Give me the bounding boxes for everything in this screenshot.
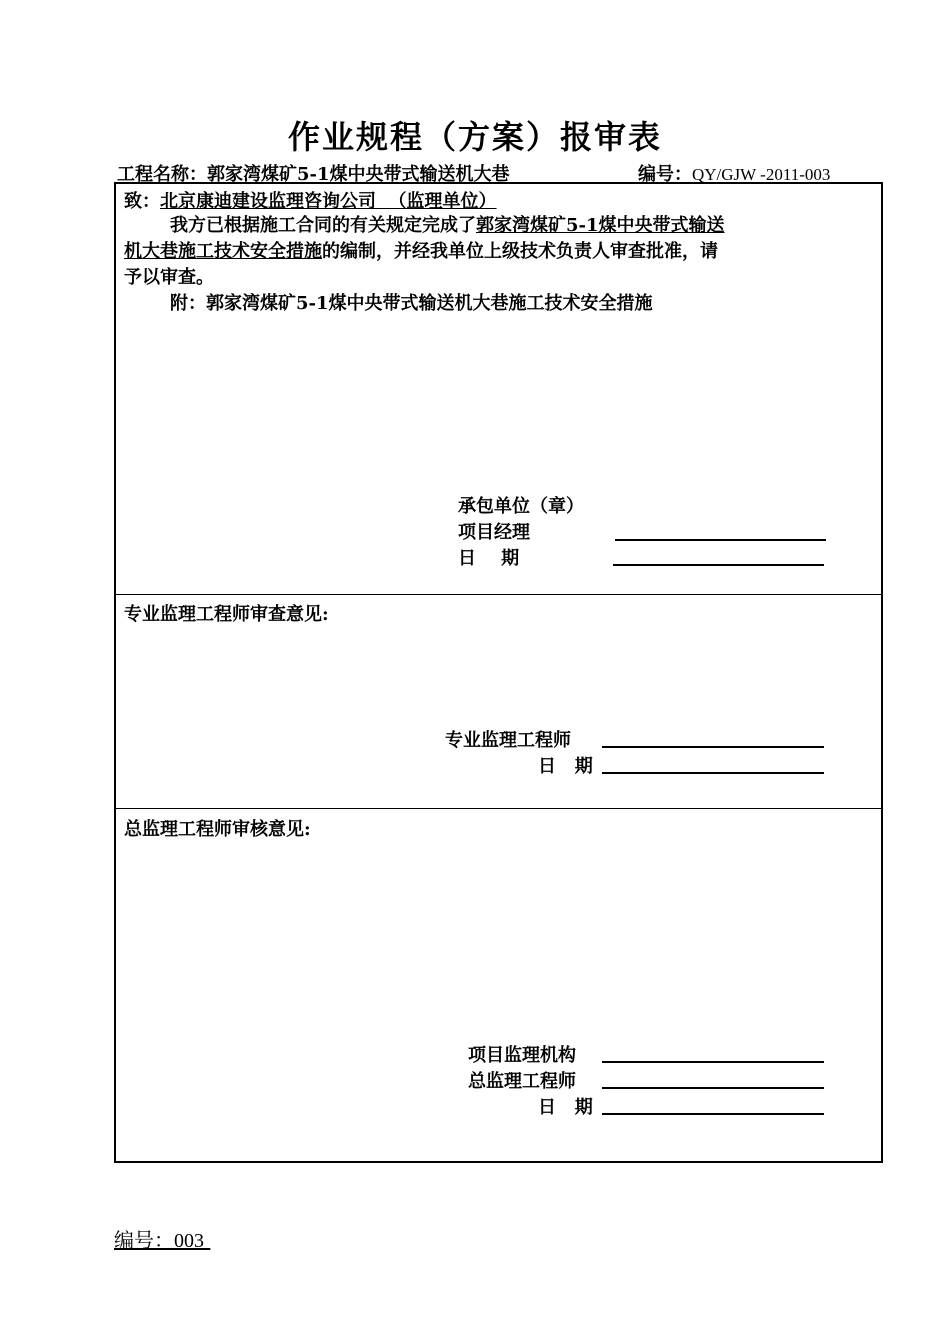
body-line-1 xyxy=(170,211,725,237)
body-line-3: 予以审查。 xyxy=(124,267,214,288)
chief-review-heading: 总监理工程师审核意见: xyxy=(124,819,311,840)
serial-label: 编号： xyxy=(638,164,692,185)
section1-date-label: 日 期 xyxy=(458,548,520,569)
project-manager-signature-line[interactable] xyxy=(615,539,826,541)
chief-engineer-signature-line[interactable] xyxy=(602,1087,824,1089)
section2-date-label: 日 期 xyxy=(538,756,593,777)
section-divider-2 xyxy=(114,808,883,809)
section-divider-1 xyxy=(114,594,883,595)
document-title: 作业规程（方案）报审表 xyxy=(287,118,662,156)
to-label: 致： xyxy=(124,191,160,212)
chief-engineer-label: 总监理工程师 xyxy=(468,1071,576,1092)
section1-date-line[interactable] xyxy=(613,564,824,566)
project-name: 郭家湾煤矿5-1煤中央带式输送机大巷 xyxy=(207,164,510,185)
supervision-org-label: 项目监理机构 xyxy=(468,1045,576,1066)
contractor-label: 承包单位（章） xyxy=(458,496,584,517)
section2-date-line[interactable] xyxy=(602,772,824,774)
project-label: 工程名称： xyxy=(117,164,207,185)
recipient-line xyxy=(124,187,497,213)
supervision-org-signature-line[interactable] xyxy=(602,1061,824,1063)
footer-value: 003 xyxy=(174,1230,204,1252)
body-suffix: 的编制，并经我单位上级技术负责人审查批准，请 xyxy=(322,241,718,262)
body-underlined-2: 机大巷施工技术安全措施 xyxy=(124,241,322,262)
footer-number xyxy=(114,1224,210,1253)
engineer-review-heading: 专业监理工程师审查意见: xyxy=(124,604,329,625)
supervision-company: 北京康迪建设监理咨询公司 （监理单位） xyxy=(160,191,497,212)
footer-label: 编号： xyxy=(114,1228,174,1252)
project-manager-label: 项目经理 xyxy=(458,522,530,543)
body-prefix: 我方已根据施工合同的有关规定完成了 xyxy=(170,215,476,236)
form-table xyxy=(114,182,883,1163)
body-line-2 xyxy=(124,237,718,263)
engineer-signature-line[interactable] xyxy=(602,746,824,748)
section3-date-line[interactable] xyxy=(602,1113,824,1115)
body-underlined-1: 郭家湾煤矿5-1煤中央带式输送 xyxy=(476,215,725,236)
serial-value: QY/GJW -2011-003 xyxy=(692,165,831,184)
attachment-line: 附：郭家湾煤矿5-1煤中央带式输送机大巷施工技术安全措施 xyxy=(170,293,653,314)
engineer-label: 专业监理工程师 xyxy=(445,730,571,751)
section3-date-label: 日 期 xyxy=(538,1097,593,1118)
